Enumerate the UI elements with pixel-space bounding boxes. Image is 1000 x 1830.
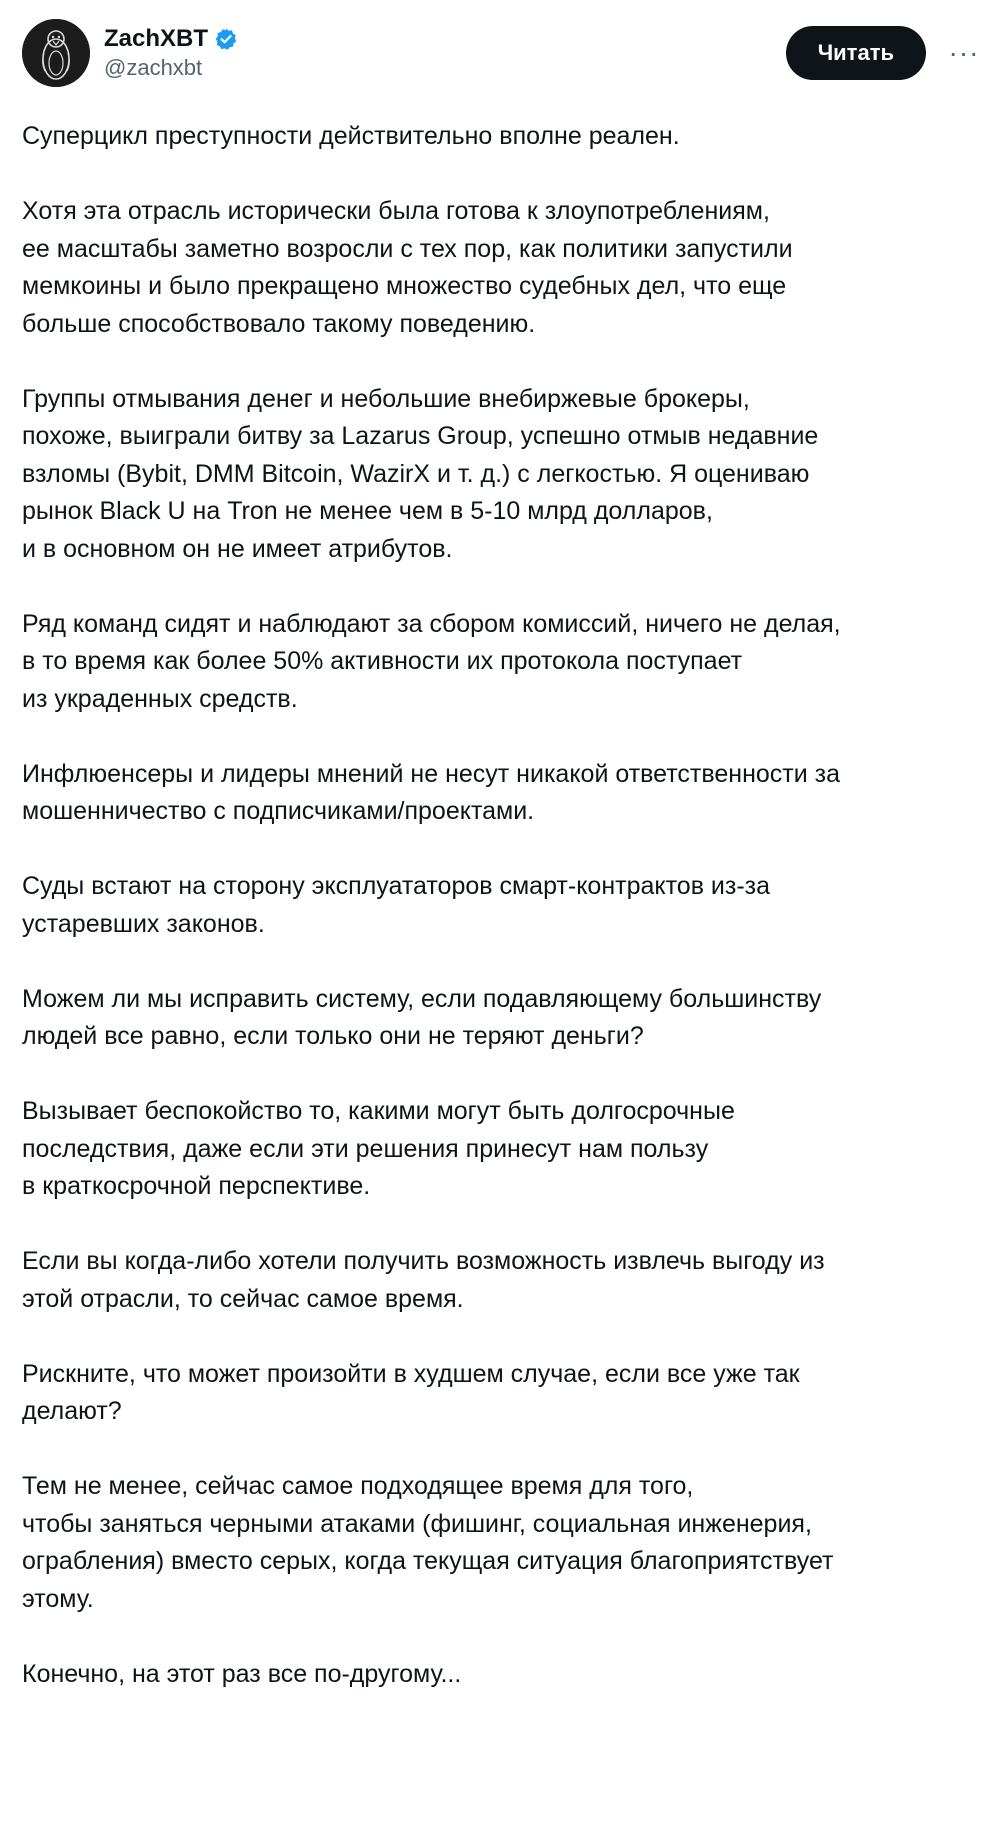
- tweet-paragraph: [22, 606, 1000, 719]
- tweet-paragraph: [22, 981, 1000, 1056]
- tweet-text-line: этой отрасли, то сейчас самое время.: [22, 1284, 464, 1313]
- tweet-text-line: взломы (Bybit, DMM Bitcoin, WazirX и т. д.) с легкостью. Я оцениваю: [22, 459, 810, 488]
- tweet-paragraph: [22, 381, 1000, 569]
- tweet-text-line: рынок Black U на Tron не менее чем в 5-10 млрд долларов,: [22, 497, 713, 525]
- tweet-text-line: Рискните, что может произойти в худшем случае, если все уже так: [22, 1359, 800, 1388]
- tweet-header: [22, 18, 978, 88]
- tweet-paragraph: [22, 756, 1000, 831]
- tweet-text-line: Хотя эта отрасль исторически была готова к злоупотреблениям,: [22, 197, 770, 225]
- tweet-text-line: Ряд команд сидят и наблюдают за сбором комиссий, ничего не делая,: [22, 609, 841, 638]
- tweet-text-line: Группы отмывания денег и небольшие внебиржевые брокеры,: [22, 384, 750, 413]
- tweet-text-line: в краткосрочной перспективе.: [22, 1172, 371, 1200]
- tweet-text-line: этому.: [22, 1584, 94, 1613]
- tweet-text-line: больше способствовало такому поведению.: [22, 309, 536, 338]
- tweet-text-line: устаревших законов.: [22, 909, 265, 938]
- tweet-paragraph: [22, 1356, 1000, 1431]
- more-horizontal-icon[interactable]: ···: [948, 37, 980, 68]
- tweet-text-line: Суды встают на сторону эксплуататоров смарт-контрактов из-за: [22, 872, 771, 900]
- tweet-text-line: чтобы заняться черными атаками (фишинг, социальная инженерия,: [22, 1509, 812, 1538]
- tweet-paragraph: [22, 1468, 1000, 1618]
- tweet-text-line: делают?: [22, 1397, 122, 1425]
- tweet-text-line: Вызывает беспокойство то, какими могут быть долгосрочные: [22, 1097, 735, 1125]
- tweet-text-line: Тем не менее, сейчас самое подходящее время для того,: [22, 1472, 694, 1500]
- tweet-text-line: Можем ли мы исправить систему, если подавляющему большинству: [22, 984, 822, 1013]
- tweet-paragraph: [22, 868, 1000, 943]
- tweet-paragraph: [22, 193, 1000, 343]
- tweet-text-line: из украденных средств.: [22, 684, 298, 713]
- author-display-name[interactable]: ZachXBT: [104, 25, 209, 52]
- tweet-text-line: последствия, даже если эти решения принесут нам пользу: [22, 1134, 709, 1163]
- tweet-text-line: людей все равно, если только они не теряют деньги?: [22, 1022, 644, 1050]
- verified-badge-icon[interactable]: [214, 27, 238, 51]
- name-row: [104, 24, 786, 54]
- tweet-text: [22, 118, 1000, 1693]
- tweet-text-line: ограбления) вместо серых, когда текущая ситуация благоприятствует: [22, 1547, 834, 1575]
- tweet-text-line: Суперцикл преступности действительно вполне реален.: [22, 122, 680, 150]
- follow-button[interactable]: Читать: [786, 26, 926, 80]
- tweet-text-line: в то время как более 50% активности их протокола поступает: [22, 647, 743, 675]
- tweet-text-line: и в основном он не имеет атрибутов.: [22, 534, 453, 563]
- tweet-paragraph: [22, 1243, 1000, 1318]
- tweet-text-line: Инфлюенсеры и лидеры мнений не несут никакой ответственности за: [22, 759, 841, 788]
- user-info: [104, 24, 786, 82]
- tweet-text-line: Если вы когда-либо хотели получить возможность извлечь выгоду из: [22, 1247, 825, 1275]
- tweet-text-line: Конечно, на этот раз все по-другому...: [22, 1659, 462, 1688]
- tweet-text-line: ее масштабы заметно возросли с тех пор, как политики запустили: [22, 234, 793, 263]
- author-handle[interactable]: @zachxbt: [104, 55, 203, 80]
- tweet-paragraph: [22, 118, 1000, 156]
- tweet-paragraph: [22, 1656, 1000, 1694]
- tweet-text-line: мошенничество с подписчиками/проектами.: [22, 797, 535, 825]
- tweet-paragraph: [22, 1093, 1000, 1206]
- penguin-avatar-icon[interactable]: [22, 19, 90, 87]
- tweet-text-line: мемкоины и было прекращено множество судебных дел, что еще: [22, 272, 787, 300]
- tweet-text-line: похоже, выиграли битву за Lazarus Group, успешно отмыв недавние: [22, 422, 819, 450]
